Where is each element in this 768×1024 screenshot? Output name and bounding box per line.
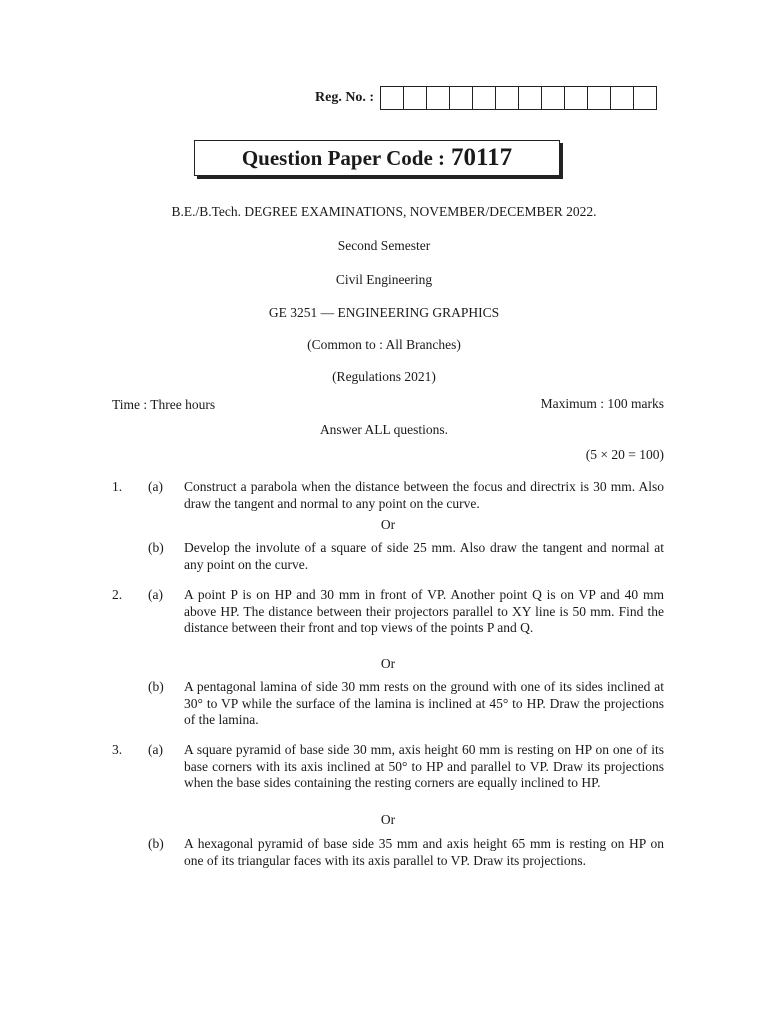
question-number: 1. (112, 479, 123, 494)
question-text: A square pyramid of base side 30 mm, axis height 60 mm is resting on HP on one of its base corners with its axis inclined at 50° to HP and parallel to VP. Draw its projections when the base sides containing the resting corners are equally inclined to HP. (184, 742, 664, 790)
subject-title: GE 3251 — ENGINEERING GRAPHICS (268, 305, 500, 320)
reg-no-box (404, 87, 427, 109)
reg-no-boxes (380, 86, 657, 110)
reg-no-box (427, 87, 450, 109)
question-paper-code-label: Question Paper Code : (241, 145, 446, 170)
reg-no-field (315, 86, 657, 110)
branch: Civil Engineering (335, 272, 433, 287)
question-text: Construct a parabola when the distance between the focus and directrix is 30 mm. Also draw the tangent and normal to any point on the curve. (184, 479, 664, 511)
question-paper-code-number: 70117 (451, 144, 513, 171)
question-text: A hexagonal pyramid of base side 35 mm and axis height 65 mm is resting on HP on one of its triangular faces with its axis parallel to VP. Draw its projections. (184, 836, 664, 868)
question-text: A pentagonal lamina of side 30 mm rests on the ground with one of its sides inclined at 30° to VP while the surface of the lamina is inclined at 45° to HP. Draw the projections of the lamina. (184, 679, 664, 727)
instruction: Answer ALL questions. (319, 422, 449, 437)
regulations: (Regulations 2021) (332, 369, 436, 384)
reg-no-box (473, 87, 496, 109)
reg-no-box (519, 87, 542, 109)
question-3a (112, 742, 664, 792)
question-text: Develop the involute of a square of side 25 mm. Also draw the tangent and normal at any point on the curve. (184, 540, 664, 572)
or-separator: Or (380, 517, 396, 532)
reg-no-box (496, 87, 519, 109)
question-part-label: (b) (148, 836, 164, 851)
maximum-marks: Maximum : 100 marks (540, 396, 664, 411)
reg-no-box (611, 87, 634, 109)
question-part-label: (a) (148, 587, 163, 602)
question-text: A point P is on HP and 30 mm in front of VP. Another point Q is on VP and 40 mm above HP. The distance between their projectors parallel to XY line is 50 mm. Find the distance between their front and top views of the points P and Q. (184, 587, 664, 635)
marks-scheme: (5 × 20 = 100) (585, 447, 664, 462)
exam-title: B.E./B.Tech. DEGREE EXAMINATIONS, NOVEMBER/DECEMBER 2022. (171, 204, 597, 219)
or-separator: Or (380, 656, 396, 671)
question-paper-code-box (194, 140, 560, 176)
reg-no-box (450, 87, 473, 109)
question-number: 2. (112, 587, 123, 602)
reg-no-box (381, 87, 404, 109)
semester: Second Semester (337, 238, 431, 253)
time-allowed: Time : Three hours (112, 397, 216, 412)
reg-no-box (542, 87, 565, 109)
question-2b (112, 679, 664, 729)
question-part-label: (b) (148, 679, 164, 694)
common-to: (Common to : All Branches) (307, 337, 461, 352)
question-part-label: (a) (148, 742, 163, 757)
question-part-label: (a) (148, 479, 163, 494)
reg-no-box (565, 87, 588, 109)
question-1b (112, 540, 664, 573)
reg-no-box (634, 87, 656, 109)
question-2a (112, 587, 664, 637)
reg-no-box (588, 87, 611, 109)
question-3b (112, 836, 664, 869)
reg-no-label: Reg. No. : (315, 90, 375, 105)
question-number: 3. (112, 742, 123, 757)
question-part-label: (b) (148, 540, 164, 555)
question-1a (112, 479, 664, 512)
or-separator: Or (380, 812, 396, 827)
